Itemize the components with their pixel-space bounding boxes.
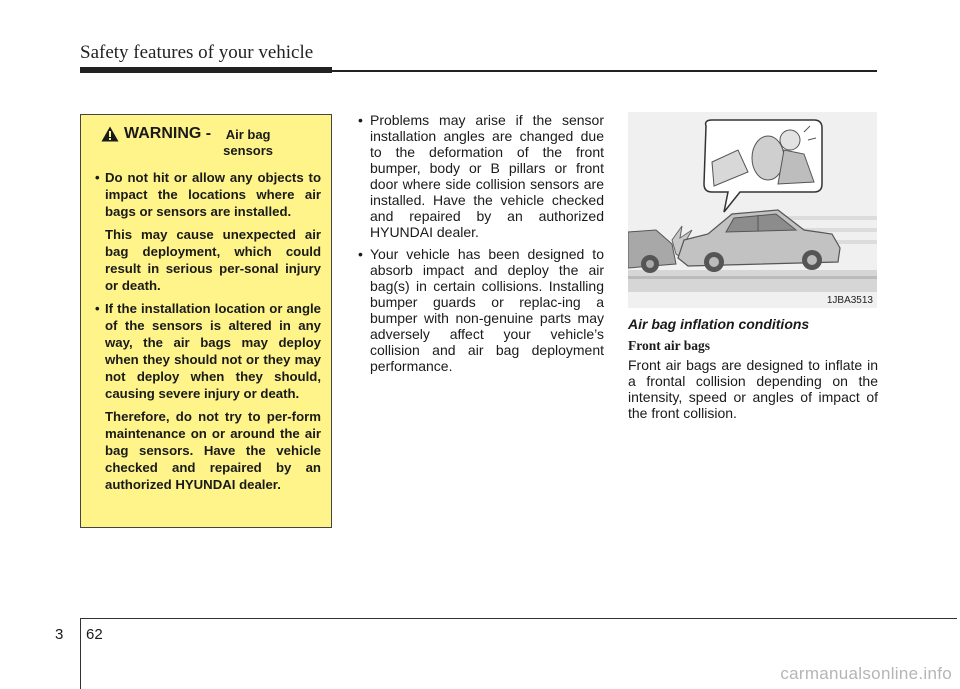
- warning-item-continuation: Therefore, do not try to per-form maintenance on or around the air bag sensors. Have the vehicle checked and repaired by an authorized HYUNDAI dealer.: [105, 409, 321, 492]
- warning-subtitle: Air bag sensors: [223, 127, 274, 158]
- warning-box: [80, 114, 332, 528]
- footer-rule-horizontal: [80, 618, 957, 619]
- page-header-title: Safety features of your vehicle: [80, 42, 314, 63]
- footer-rule-vertical: [80, 618, 81, 689]
- frontal-collision-illustration: [628, 112, 877, 308]
- middle-bullet: • Your vehicle has been designed to absorb impact and deploy the air bag(s) in certain collisions. Installing bumper guards or replac-ing a bumper with non-genuine parts may adversely affect your vehicle’s collision and air bag deployment performance.: [358, 246, 604, 374]
- section-subtitle: Front air bags: [628, 338, 711, 353]
- warning-label: WARNING -: [124, 125, 212, 142]
- warning-triangle-icon: [101, 126, 119, 142]
- middle-column: [356, 112, 604, 380]
- warning-item-continuation: This may cause unexpected air bag deployment, which could result in serious per-sonal injury or death.: [105, 227, 321, 293]
- warning-item: • If the installation location or angle of the sensors is altered in any way, the air bags may deploy when they should not or they may not deploy when they should, causing severe injury or death. Therefore, do not try to per-form maintenance on or around the air bag sensors. Have the vehicle checked and repaired by an authorized HYUNDAI dealer.: [95, 301, 321, 492]
- watermark: carmanualsonline.info: [780, 664, 952, 683]
- middle-bullet-list: [356, 112, 604, 374]
- warning-heading: [101, 125, 321, 159]
- section-title: Air bag inflation conditions: [628, 316, 810, 332]
- warning-item-text: If the installation location or angle of the sensors is altered in any way, the air bags may deploy when they should not or they may not deploy when they should, causing severe injury or death.: [105, 301, 321, 401]
- collision-drawing: [628, 112, 877, 308]
- warning-item-text: Do not hit or allow any objects to impact the locations where air bags or sensors are installed.: [105, 170, 321, 219]
- middle-bullet: • Problems may arise if the sensor installation angles are changed due to the deformation of the front bumper, body or B pillars or front door where side collision sensors are installed. Have the vehicle checked and repaired by an authorized HYUNDAI dealer.: [358, 112, 604, 240]
- header-rule-thin: [332, 70, 877, 72]
- warning-list: [91, 169, 321, 493]
- header-rule-thick: [80, 67, 332, 73]
- middle-bullet-text: Problems may arise if the sensor installation angles are changed due to the deformation of the front bumper, body or B pillars or front door where side collision sensors are installed. Have the vehicle checked and repaired by an authorized HYUNDAI dealer.: [370, 112, 604, 240]
- chapter-number: 3: [55, 626, 64, 643]
- illustration-code: 1JBA3513: [826, 295, 873, 306]
- middle-bullet-text: Your vehicle has been designed to absorb impact and deploy the air bag(s) in certain collisions. Installing bumper guards or replac-ing a bumper with non-genuine parts may adversely affect your vehicle’s collision and air bag deployment performance.: [370, 246, 604, 374]
- warning-item: • Do not hit or allow any objects to impact the locations where air bags or sensors are installed. This may cause unexpected air bag deployment, which could result in serious per-sonal injury or death.: [95, 170, 321, 293]
- page-number: 62: [86, 626, 103, 643]
- section-paragraph: Front air bags are designed to inflate in a frontal collision depending on the intensity, speed or angles of impact of the front collision.: [628, 357, 878, 421]
